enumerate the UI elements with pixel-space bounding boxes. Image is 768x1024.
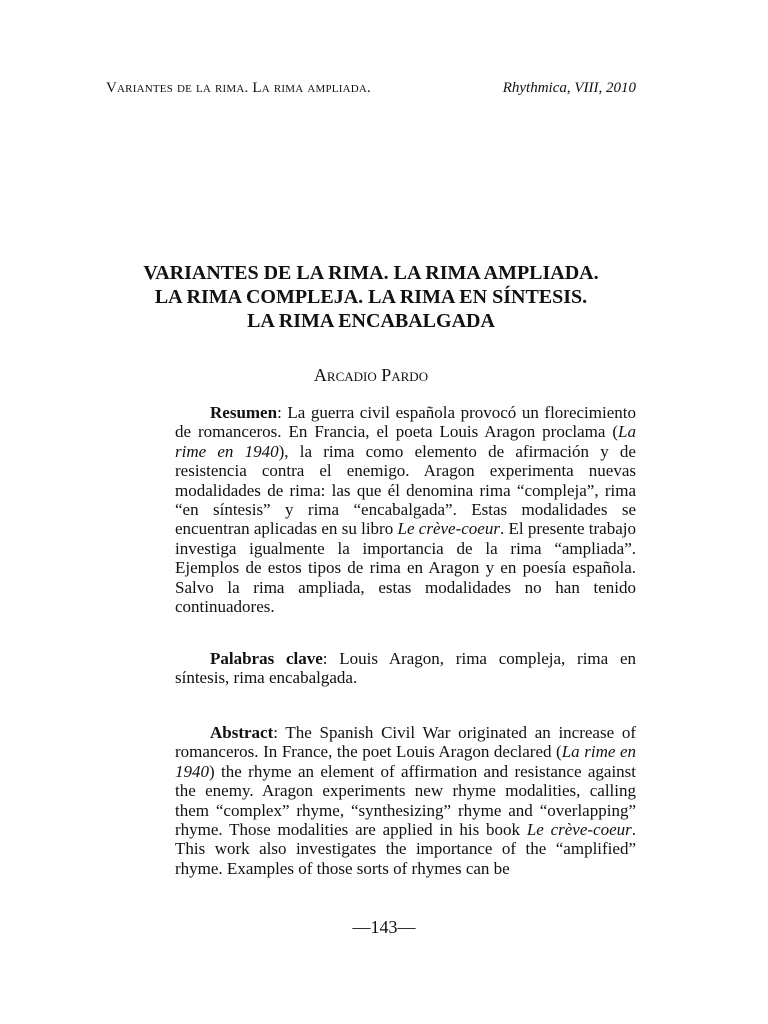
resumen-paragraph (175, 403, 636, 616)
resumen-text-2: ), la rima como elemento de afirmación y de resistencia contra el enemigo. Aragon experimenta nuevas modalidades de rima: las que él denomina rima “compleja”, rima “en síntesis” y rima “encabalgada”. Estas modalidades se encuentran aplicadas en su libro (175, 441, 636, 539)
abstract-paragraph (175, 723, 636, 878)
resumen-label: Resumen (210, 403, 278, 422)
running-head-title: Variantes de la rima. La rima ampliada. (106, 80, 371, 96)
resumen-title-ref-2: Le crève-coeur (397, 519, 500, 539)
running-head (106, 78, 636, 98)
title-line-3: LA RIMA ENCABALGADA (247, 310, 495, 332)
title-line-1: VARIANTES DE LA RIMA. LA RIMA AMPLIADA. (143, 262, 599, 284)
keywords-text: : Louis Aragon, rima compleja, rima en síntesis, rima encabalgada. (175, 649, 636, 688)
resumen-text-1: : La guerra civil española provocó un florecimiento de romanceros. En Francia, el poeta Louis Aragon proclama ( (175, 403, 636, 442)
author-name: Arcadio Pardo (313, 365, 429, 385)
page-number: —143— (352, 917, 416, 937)
resumen-title-ref-1: La rime en 1940 (175, 422, 636, 461)
abstract-text-2: ) the rhyme an element of affirmation and resistance against the enemy. Aragon experiments new rhyme modalities, calling them “complex” rhyme, “synthesizing” rhyme and “overlapping” rhyme. Those modalities are applied in his book (175, 761, 636, 840)
keywords-label: Palabras clave (210, 649, 323, 668)
abstract-text-1: : The Spanish Civil War originated an increase of romanceros. In France, the poet Louis Aragon declared ( (175, 723, 636, 762)
article-title (100, 261, 642, 333)
abstract-title-ref-1: La rime en 1940 (175, 742, 636, 781)
running-head-journal: Rhythmica, VIII, 2010 (502, 80, 636, 96)
resumen-text-3: . El presente trabajo investiga igualmente la importancia de la rima “ampliada”. Ejemplos de estos tipos de rima en Aragon y en poesía española. Salvo la rima ampliada, estas modalidades no han tenido continuadores. (175, 519, 636, 617)
abstract-label: Abstract (210, 723, 274, 742)
abstract-text-3: . This work also investigates the importance of the “amplified” rhyme. Examples of those sorts of rhymes can be (175, 820, 637, 878)
keywords-paragraph (175, 649, 636, 688)
abstract-title-ref-2: Le crève-coeur (526, 820, 632, 840)
title-line-2: LA RIMA COMPLEJA. LA RIMA EN SÍNTESIS. (154, 286, 588, 308)
